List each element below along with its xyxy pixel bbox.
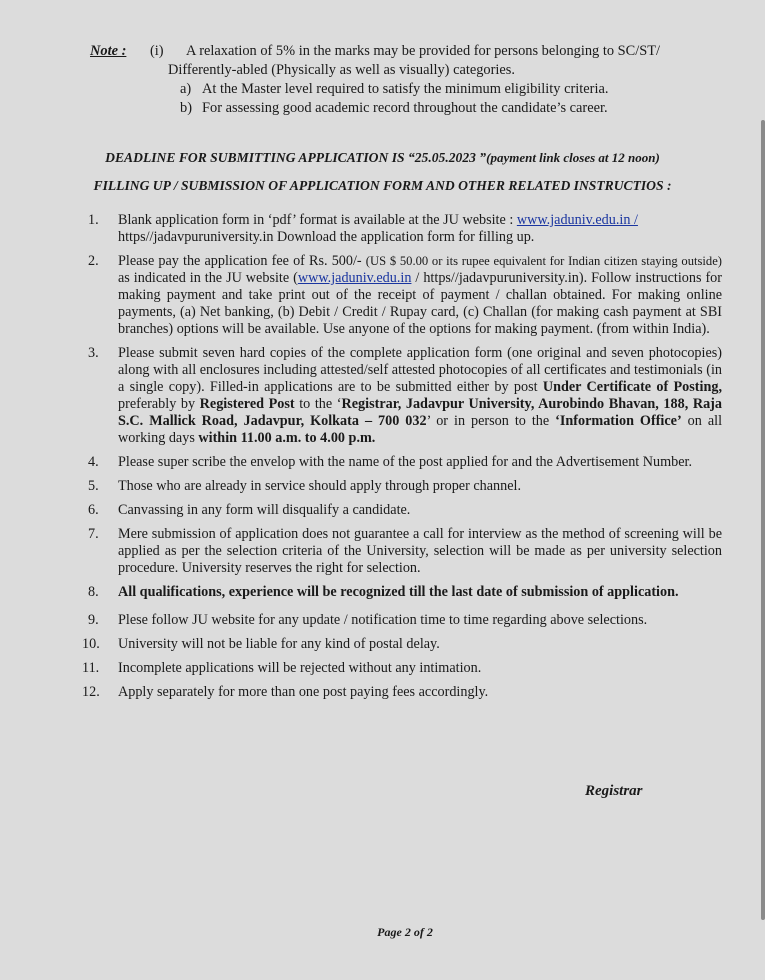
note-sub-a-text: At the Master level required to satisfy the minimum eligibility criteria. <box>202 81 609 97</box>
list-item: 6. Canvassing in any form will disqualify a candidate. <box>88 502 411 518</box>
list-item: 8. All qualifications, experience will be recognized till the last date of submission of application. <box>88 584 679 600</box>
note-sub-b-text: For assessing good academic record throughout the candidate’s career. <box>202 100 608 116</box>
page-number: Page 2 of 2 <box>377 925 433 939</box>
scrollbar[interactable] <box>761 120 765 920</box>
list-item: 10. University will not be liable for any kind of postal delay. <box>82 636 440 652</box>
note-sub-a <box>90 80 730 99</box>
deadline-heading <box>0 150 765 166</box>
list-item: 12. Apply separately for more than one post paying fees accordingly. <box>82 684 489 700</box>
list-item: 1. Blank application form in ‘pdf’ format is available at the JU website : www.jaduniv.edu.in / https//jadavpuruniversity.in Download the application form for filling up. <box>88 212 638 245</box>
list-item: 5. Those who are already in service should apply through proper channel. <box>88 478 522 494</box>
list-item: 11. Incomplete applications will be rejected without any intimation. <box>82 660 482 676</box>
list-item: 4. Please super scribe the envelop with the name of the post applied for and the Advertisement Number. <box>88 454 693 470</box>
note-label: Note : <box>90 43 127 59</box>
list-item: 3. Please submit seven hard copies of the complete application form (one original and seven photocopies) along with all enclosures including attested/self attested photocopies of all certificates and testimonials (in a single copy). Filled-in applications are to be submitted either by post Under Certificate of Posting, preferably by Registered Post to the ‘Registrar, Jadavpur University, Aurobindo Bhavan, 188, Raja S.C. Mallick Road, Jadavpur, Kolkata – 700 032’ or in person to the ‘Information Office’ on all working days within 11.00 a.m. to 4.00 p.m. <box>88 345 723 446</box>
deadline-heading-main: DEADLINE FOR SUBMITTING APPLICATION IS “25.05.2023 ” <box>105 150 487 165</box>
registrar-signature: Registrar <box>585 783 643 799</box>
instructions-list <box>82 212 722 701</box>
ju-website-link[interactable]: www.jaduniv.edu.in / <box>516 212 638 228</box>
list-item: 2. Please pay the application fee of Rs. 500/- (US $ 50.00 or its rupee equivalent for Indian citizen staying outside) as indicated in the JU website (www.jaduniv.edu.in / https//jadavpuruniversity.in). Follow instructions for making payment and take print out of the receipt of payment / challan obtained. For making online payments, (a) Net banking, (b) Debit / Credit / Rupay card, (c) Challan (for making cash payment at SBI branches) options will be available. Use anyone of the options for making payment. (from within India). <box>88 253 722 337</box>
ju-website-link[interactable]: www.jaduniv.edu.in <box>297 270 412 286</box>
list-item: 9. Plese follow JU website for any update / notification time to time regarding above selections. <box>88 612 648 628</box>
note-number: (i) <box>150 43 164 59</box>
note-sub-b <box>90 99 730 118</box>
deadline-heading-tail: (payment link closes at 12 noon) <box>486 150 660 165</box>
note-section <box>90 42 730 118</box>
note-line-1: A relaxation of 5% in the marks may be provided for persons belonging to SC/ST/ <box>186 43 661 59</box>
note-sub-a-label: a) <box>180 81 192 97</box>
list-item: 7. Mere submission of application does not guarantee a call for interview as the method of screening will be applied as per the selection criteria of the University, selection will be made as per university selection procedure. University reserves the right for selection. <box>88 526 722 576</box>
note-line-2: Differently-abled (Physically as well as visually) categories. <box>168 62 515 78</box>
note-sub-b-label: b) <box>180 100 192 116</box>
instructions-heading: FILLING UP / SUBMISSION OF APPLICATION FORM AND OTHER RELATED INSTRUCTIOS : <box>93 178 672 193</box>
